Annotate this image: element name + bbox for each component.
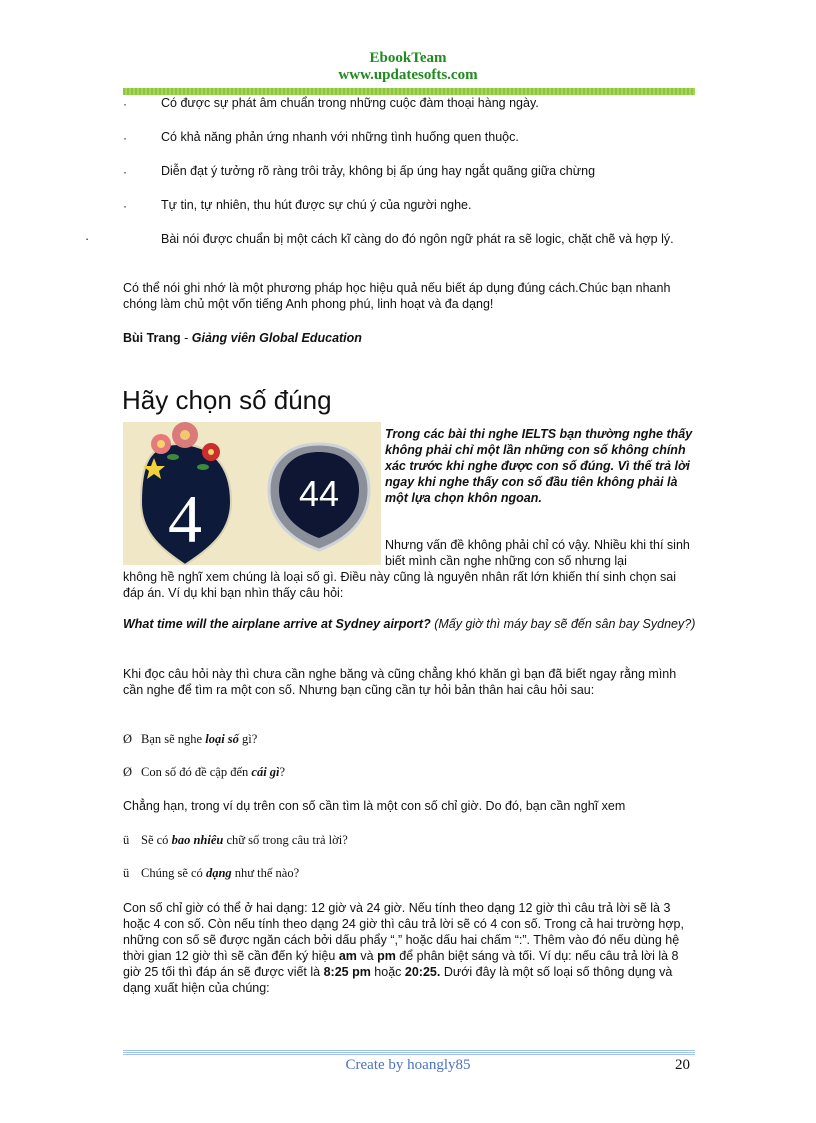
am-term: am (338, 949, 357, 963)
check-bullet-icon: ü (123, 833, 130, 847)
body-text: và (356, 949, 378, 963)
body-paragraph-1b: không hề nghĩ xem chúng là loại số gì. Điều này cũng là nguyên nhân rất lớn khiến thí sinh chọn sai đáp án. Ví dụ khi bạn nhìn thấy câu hỏi: (123, 570, 677, 600)
time-example-12h: 8:25 pm (323, 965, 371, 979)
flower-center-icon (208, 449, 214, 455)
question-item-text-end: chữ số trong câu trả lời? (223, 833, 348, 847)
question-item (123, 866, 299, 881)
question-english: What time will the airplane arrive at Sydney airport? (123, 617, 431, 631)
body-paragraph-3: Chẳng hạn, trong ví dụ trên con số cần tìm là một con số chỉ giờ. Do đó, bạn cần nghĩ xem (123, 799, 626, 813)
question-item-text-end: gì? (238, 732, 258, 746)
section-title: Hãy chọn số đúng (122, 385, 332, 415)
footer-divider (123, 1050, 695, 1056)
body-paragraph-2: Khi đọc câu hỏi này thì chưa cần nghe băng và cũng chẳng khó khăn gì bạn đã biết ngay rằng mình cần nghe để tìm ra một con số. Nhưng bạn cũng cần tự hỏi bản thân hai câu hỏi sau: (123, 667, 677, 697)
bullet-marker: · (85, 232, 90, 246)
question-item-emphasis: bao nhiêu (171, 833, 224, 847)
question-item (123, 765, 285, 780)
header-divider (123, 88, 695, 95)
question-item (123, 833, 348, 848)
bullet-item: Có khả năng phản ứng nhanh với những tình huống quen thuộc. (161, 130, 519, 144)
body-text: Dưới đây là một số loại số thông dụng và dạng xuất hiện của chúng: (123, 965, 673, 995)
question-item-text: Chúng sẽ có (141, 866, 206, 880)
bullet-item-text: Bài nói được chuẩn bị một cách kĩ càng do đó ngôn ngữ phát ra sẽ logic, chặt chẽ và hợp lý. (161, 232, 674, 246)
header-url: www.updatesofts.com (338, 67, 478, 83)
question-example (123, 616, 698, 632)
question-item-emphasis: dạng (205, 866, 232, 880)
bullet-marker: · (123, 97, 127, 111)
flower-center-icon (180, 430, 190, 440)
number-plaques-image (123, 422, 381, 565)
flower-center-icon (157, 440, 165, 448)
right-plaque-number: 44 (298, 473, 340, 514)
bullet-item: Diễn đạt ý tưởng rõ ràng trôi trảy, không bị ấp úng hay ngắt quãng giữa chừng (161, 164, 596, 178)
author-role: Giảng viên Global Education (191, 331, 362, 345)
bullet-marker: · (123, 199, 127, 213)
bullet-marker: · (123, 131, 127, 145)
question-item-emphasis: loại số (205, 732, 239, 746)
bullet-item-wrapped (85, 231, 698, 247)
body-text: để phân biệt sáng và tối. Ví dụ: nếu câu trả lời là 8 giờ 25 tối thì đáp án sẽ được viết là (123, 949, 679, 979)
check-bullet-icon: ü (123, 866, 130, 880)
author-line (123, 330, 698, 346)
question-item-text: Con số đó đề cập đến (141, 765, 252, 779)
body-text: hoặc (370, 965, 405, 979)
left-plaque-number: 4 (168, 481, 202, 557)
question-item-text-end: như thế nào? (231, 866, 300, 880)
bullet-item: Tự tin, tự nhiên, thu hút được sự chú ý của người nghe. (161, 198, 472, 212)
bullet-item: Có được sự phát âm chuẩn trong những cuộc đàm thoại hàng ngày. (161, 96, 539, 110)
question-item-text: Sẽ có (141, 833, 172, 847)
intro-paragraph: Trong các bài thi nghe IELTS bạn thường nghe thấy không phải chỉ một lần những con số không chính xác trước khi nghe được con số đúng. Vì thế trả lời ngay khi nghe thấy con số đầu tiên không phải là một lựa chọn khôn ngoan. (385, 427, 693, 505)
body-paragraph-1a: Nhưng vấn đề không phải chỉ có vậy. Nhiều khi thí sinh biết mình cần nghe những con số nhưng lại (385, 538, 690, 568)
author-name: Bùi Trang (123, 331, 181, 345)
arrow-bullet-icon: Ø (123, 765, 133, 779)
question-vietnamese: (Mấy giờ thì máy bay sẽ đến sân bay Sydney?) (430, 617, 696, 631)
author-sep: - (180, 331, 192, 345)
leaf-icon (197, 464, 209, 470)
leaf-icon (167, 454, 179, 460)
question-item-text: Bạn sẽ nghe (141, 732, 206, 746)
question-item-emphasis: cái gì (251, 765, 280, 779)
closing-paragraph: Có thể nói ghi nhớ là một phương pháp học hiệu quả nếu biết áp dụng đúng cách.Chúc bạn nhanh chóng làm chủ một vốn tiếng Anh phong phú, linh hoạt và đa dạng! (123, 281, 671, 311)
arrow-bullet-icon: Ø (123, 732, 133, 746)
header-title: EbookTeam (369, 50, 447, 66)
footer-credit: Create by hoangly85 (345, 1057, 471, 1073)
time-example-24h: 20:25. (404, 965, 441, 979)
number-plaques-illustration (123, 422, 381, 565)
question-item (123, 732, 257, 747)
page-number: 20 (675, 1057, 690, 1073)
question-item-text-end: ? (279, 765, 286, 779)
page-header (0, 50, 816, 84)
body-text: Con số chỉ giờ có thể ở hai dạng: 12 giờ và 24 giờ. Nếu tính theo dạng 12 giờ thì câu trả lời sẽ là 3 hoặc 4 con số. Còn nếu tính theo dạng 24 giờ thì câu trả lời sẽ có 4 con số. Trong cả hai trường hợp, những con số sẽ được ngăn cách bởi dấu phẩy “,” hoặc dấu hai chấm “:”. Thêm vào đó nếu dùng hệ thời gian 12 giờ thì sẽ cần đến ký hiệu (123, 901, 684, 963)
body-paragraph-4 (123, 900, 698, 996)
pm-term: pm (377, 949, 396, 963)
bullet-marker: · (123, 165, 127, 179)
